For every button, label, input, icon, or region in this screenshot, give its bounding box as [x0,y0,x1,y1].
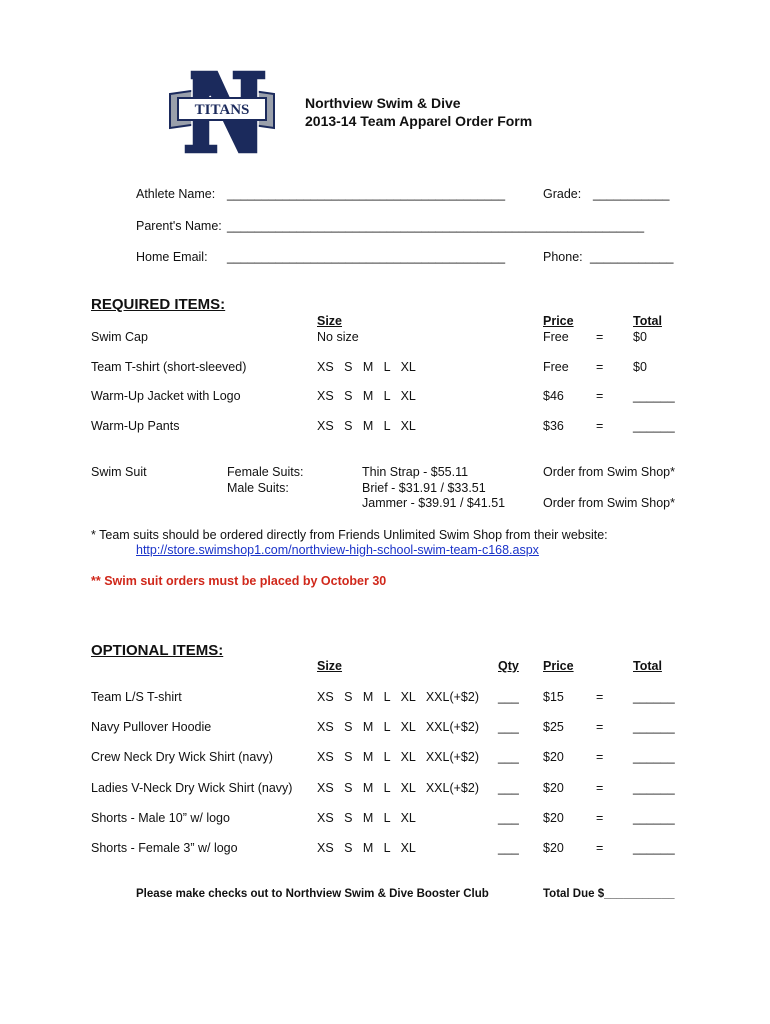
optional-item-size-options[interactable]: XS S M L XL XXL(+$2) [317,781,479,795]
grade-field[interactable]: ___________ [593,187,670,201]
optional-item-total-field[interactable]: ______ [633,841,675,855]
suit-option-thin-strap: Thin Strap - $55.11 [362,465,469,479]
home-email-label: Home Email: [136,250,208,264]
form-title: 2013-14 Team Apparel Order Form [305,113,533,129]
required-item-total: $0 [633,360,647,374]
optional-item-size-options[interactable]: XS S M L XL XXL(+$2) [317,720,479,734]
required-size-header: Size [317,314,343,328]
optional-item-name: Shorts - Female 3” w/ logo [91,841,238,855]
swim-suit-note: * Team suits should be ordered directly from Friends Unlimited Swim Shop from their website: [91,528,608,542]
optional-item-total-field[interactable]: ______ [633,750,675,764]
required-item-total-field[interactable]: ______ [633,419,675,433]
required-items-heading: REQUIRED ITEMS: [91,296,226,313]
order-from-swim-shop: Order from Swim Shop* [543,465,675,479]
required-total-header: Total [633,314,662,328]
suit-option-brief: Brief - $31.91 / $33.51 [362,481,486,495]
optional-item-total-field[interactable]: ______ [633,781,675,795]
optional-item-qty-field[interactable]: ___ [498,841,519,855]
phone-field[interactable]: ____________ [590,250,674,264]
equals-sign: = [596,389,604,403]
optional-item-size-options[interactable]: XS S M L XL [317,811,416,825]
required-item-price: $46 [543,389,564,403]
equals-sign: = [596,330,604,344]
required-item-name: Warm-Up Pants [91,419,180,433]
optional-item-qty-field[interactable]: ___ [498,811,519,825]
swim-suit-name: Swim Suit [91,465,147,479]
athlete-name-label: Athlete Name: [136,187,216,201]
required-item-name: Swim Cap [91,330,148,344]
male-suits-label: Male Suits: [227,481,289,495]
suit-option-jammer: Jammer - $39.91 / $41.51 [362,496,506,510]
required-item-price: $36 [543,419,564,433]
optional-item-qty-field[interactable]: ___ [498,781,519,795]
optional-item-total-field[interactable]: ______ [633,811,675,825]
required-price-header: Price [543,314,574,328]
required-item-size-options[interactable]: XS S M L XL [317,360,416,374]
required-item-price: Free [543,360,569,374]
optional-item-name: Crew Neck Dry Wick Shirt (navy) [91,750,273,764]
logo-text: TITANS [194,102,250,118]
required-item-size-options[interactable]: XS S M L XL [317,389,416,403]
required-item-price: Free [543,330,569,344]
optional-item-price: $15 [543,690,564,704]
checks-payable-note: Please make checks out to Northview Swim & Dive Booster Club [136,888,489,900]
female-suits-label: Female Suits: [227,465,304,479]
optional-item-price: $20 [543,811,564,825]
required-item-name: Team T-shirt (short-sleeved) [91,360,247,374]
optional-item-size-options[interactable]: XS S M L XL XXL(+$2) [317,750,479,764]
optional-item-name: Ladies V-Neck Dry Wick Shirt (navy) [91,781,293,795]
equals-sign: = [596,811,604,825]
required-item-total: $0 [633,330,647,344]
optional-price-header: Price [543,659,574,673]
optional-item-size-options[interactable]: XS S M L XL XXL(+$2) [317,690,479,704]
equals-sign: = [596,419,604,433]
equals-sign: = [596,690,604,704]
titans-logo [168,66,276,158]
order-from-swim-shop: Order from Swim Shop* [543,496,675,510]
optional-item-price: $25 [543,720,564,734]
optional-item-name: Team L/S T-shirt [91,690,182,704]
parent-name-label: Parent's Name: [136,219,222,233]
form-org-title: Northview Swim & Dive [305,95,461,111]
home-email-field[interactable]: ________________________________________ [227,250,506,264]
required-item-total-field[interactable]: ______ [633,389,675,403]
deadline-notice: ** Swim suit orders must be placed by October 30 [91,574,387,588]
optional-items-heading: OPTIONAL ITEMS: [91,642,224,659]
optional-item-price: $20 [543,781,564,795]
optional-item-name: Shorts - Male 10” w/ logo [91,811,230,825]
optional-item-price: $20 [543,750,564,764]
optional-total-header: Total [633,659,662,673]
equals-sign: = [596,360,604,374]
equals-sign: = [596,750,604,764]
phone-label: Phone: [543,250,583,264]
required-item-name: Warm-Up Jacket with Logo [91,389,241,403]
equals-sign: = [596,720,604,734]
parent-name-field[interactable]: ____________________________________________________________ [227,219,645,233]
equals-sign: = [596,841,604,855]
grade-label: Grade: [543,187,582,201]
optional-size-header: Size [317,659,343,673]
total-due-field[interactable]: Total Due $___________ [543,888,675,900]
optional-item-total-field[interactable]: ______ [633,690,675,704]
equals-sign: = [596,781,604,795]
optional-qty-header: Qty [498,659,519,673]
athlete-name-field[interactable]: ________________________________________ [227,187,506,201]
required-item-size-options[interactable]: XS S M L XL [317,419,416,433]
optional-item-qty-field[interactable]: ___ [498,750,519,764]
optional-item-name: Navy Pullover Hoodie [91,720,212,734]
optional-item-price: $20 [543,841,564,855]
optional-item-qty-field[interactable]: ___ [498,690,519,704]
optional-item-total-field[interactable]: ______ [633,720,675,734]
optional-item-size-options[interactable]: XS S M L XL [317,841,416,855]
swim-shop-link[interactable]: http://store.swimshop1.com/northview-high-school-swim-team-c168.aspx [136,543,539,557]
optional-item-qty-field[interactable]: ___ [498,720,519,734]
required-item-size: No size [317,330,359,344]
